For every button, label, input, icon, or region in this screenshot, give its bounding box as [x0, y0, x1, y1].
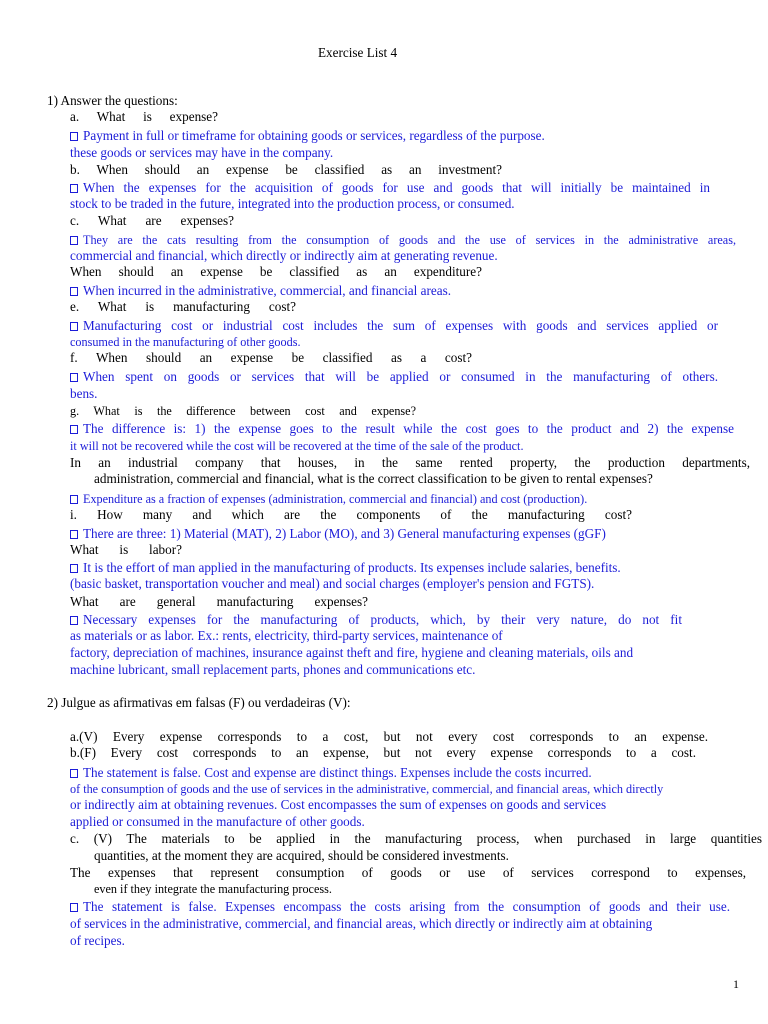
- checkbox-icon: [70, 769, 78, 778]
- question-line-27: [70, 542, 182, 558]
- line-text: e. What is manufacturing cost?: [70, 299, 296, 314]
- line-text: The difference is: 1) the expense goes to the result while the cost goes to the product and 2) the expense: [83, 421, 734, 436]
- checkbox-icon: [70, 132, 78, 141]
- answer-line-31: [70, 612, 682, 628]
- question-line-16: [70, 350, 472, 366]
- answer-line-17: [70, 369, 718, 385]
- answer-line-46: [70, 899, 730, 915]
- checkbox-icon: [70, 903, 78, 912]
- question-line-0: [318, 45, 397, 61]
- line-text: 1) Answer the questions:: [47, 93, 178, 108]
- line-text: They are the cats resulting from the consumption of goods and the use of services in the administrative areas,: [83, 233, 736, 247]
- line-text: factory, depreciation of machines, insurance against theft and fire, hygiene and cleaning materials, oils and: [70, 645, 634, 660]
- question-line-13: [70, 299, 296, 315]
- answer-line-28: [70, 560, 621, 576]
- answer-line-33: [70, 645, 633, 661]
- question-line-5: [70, 162, 502, 178]
- question-line-35: [47, 695, 351, 711]
- line-text: stock to be traded in the future, integrated into the production process, or consumed.: [70, 196, 515, 211]
- answer-line-32: [70, 628, 503, 644]
- line-text: The statement is false. Expenses encompass the costs arising from the consumption of goods and their use.: [83, 899, 730, 914]
- line-text: (basic basket, transportation voucher and meal) and social charges (employer's pension and FGTS).: [70, 576, 595, 591]
- line-text: What are general manufacturing expenses?: [70, 594, 368, 609]
- line-text: Exercise List 4: [318, 45, 398, 60]
- line-text: c. What are expenses?: [70, 213, 234, 228]
- question-line-36: [70, 729, 708, 745]
- question-line-25: [70, 507, 632, 523]
- checkbox-icon: [70, 425, 78, 434]
- checkbox-icon: [70, 564, 78, 573]
- line-text: even if they integrate the manufacturing process.: [94, 882, 332, 896]
- line-text: When the expenses for the acquisition of goods for use and goods that will initially be maintained in: [83, 180, 710, 195]
- question-line-42: [70, 831, 762, 847]
- question-line-22: [70, 455, 750, 471]
- answer-line-7: [70, 196, 515, 212]
- line-text: f. When should an expense be classified as a cost?: [70, 350, 472, 365]
- line-text: It is the effort of man applied in the manufacturing of products. Its expenses include salaries, benefits.: [83, 560, 621, 575]
- page-number: 1: [733, 977, 739, 991]
- question-line-23: [94, 471, 653, 487]
- line-text: g. What is the difference between cost and expense?: [70, 404, 416, 418]
- line-text: b.(F) Every cost corresponds to an expense, but not every expense corresponds to a cost.: [70, 745, 696, 760]
- answer-line-26: [70, 526, 606, 542]
- line-text: The statement is false. Cost and expense are distinct things. Expenses include the costs incurred.: [83, 765, 592, 780]
- checkbox-icon: [70, 530, 78, 539]
- line-text: of recipes.: [70, 933, 125, 948]
- line-text: these goods or services may have in the company.: [70, 145, 334, 160]
- question-line-11: [70, 264, 482, 280]
- line-text: applied or consumed in the manufacture of other goods.: [70, 814, 365, 829]
- checkbox-icon: [70, 373, 78, 382]
- question-line-2: [70, 109, 218, 125]
- question-line-8: [70, 213, 234, 229]
- line-text: When spent on goods or services that will be applied or consumed in the manufacturing of others.: [83, 369, 718, 384]
- answer-line-21: [70, 438, 524, 454]
- answer-line-41: [70, 814, 365, 830]
- line-text: as materials or as labor. Ex.: rents, electricity, third-party services, maintenance of: [70, 628, 503, 643]
- question-line-43: [94, 848, 509, 864]
- line-text: i. How many and which are the components of the manufacturing cost?: [70, 507, 632, 522]
- question-line-45: [94, 881, 332, 897]
- question-line-37: [70, 745, 696, 761]
- answer-line-24: [70, 491, 587, 507]
- answer-line-4: [70, 145, 333, 161]
- answer-line-12: [70, 283, 451, 299]
- answer-line-9: [70, 232, 736, 248]
- line-text: a. What is expense?: [70, 109, 218, 124]
- line-text: it will not be recovered while the cost will be recovered at the time of the sale of the product.: [70, 439, 524, 453]
- line-text: c. (V) The materials to be applied in the manufacturing process, when purchased in large quantities: [70, 831, 762, 846]
- line-text: or indirectly aim at obtaining revenues. Cost encompasses the sum of expenses on goods and services: [70, 797, 607, 812]
- line-text: When incurred in the administrative, commercial, and financial areas.: [83, 283, 451, 298]
- answer-line-47: [70, 916, 652, 932]
- answer-line-39: [70, 781, 663, 797]
- line-text: consumed in the manufacturing of other goods.: [70, 335, 301, 349]
- checkbox-icon: [70, 236, 78, 245]
- line-text: a.(V) Every expense corresponds to a cost, but not every cost corresponds to an expense.: [70, 729, 708, 744]
- line-text: In an industrial company that houses, in the same rented property, the production departments,: [70, 455, 750, 470]
- line-text: machine lubricant, small replacement parts, phones and communications etc.: [70, 662, 476, 677]
- answer-line-29: [70, 576, 594, 592]
- line-text: Manufacturing cost or industrial cost includes the sum of expenses with goods and services applied or: [83, 318, 718, 333]
- line-text: 2) Julgue as afirmativas em falsas (F) ou verdadeiras (V):: [47, 695, 351, 710]
- question-line-19: [70, 403, 416, 419]
- checkbox-icon: [70, 287, 78, 296]
- answer-line-20: [70, 421, 734, 437]
- line-text: of the consumption of goods and the use of services in the administrative, commercial, and financial areas, which directly: [70, 782, 664, 796]
- answer-line-48: [70, 933, 125, 949]
- line-text: The expenses that represent consumption of goods or use of services correspond to expenses,: [70, 865, 746, 880]
- question-line-1: [47, 93, 178, 109]
- question-line-30: [70, 594, 368, 610]
- line-text: Necessary expenses for the manufacturing of products, which, by their very nature, do not fit: [83, 612, 682, 627]
- answer-line-38: [70, 765, 592, 781]
- answer-line-3: [70, 128, 545, 144]
- line-text: quantities, at the moment they are acquired, should be considered investments.: [94, 848, 509, 863]
- answer-line-6: [70, 180, 710, 196]
- checkbox-icon: [70, 322, 78, 331]
- line-text: commercial and financial, which directly or indirectly aim at generating revenue.: [70, 248, 498, 263]
- answer-line-18: [70, 386, 97, 402]
- answer-line-14: [70, 318, 718, 334]
- line-text: What is labor?: [70, 542, 182, 557]
- line-text: Expenditure as a fraction of expenses (administration, commercial and financial) and cost (production).: [83, 492, 588, 506]
- line-text: of services in the administrative, commercial, and financial areas, which directly or indirectly aim at obtaining: [70, 916, 653, 931]
- question-line-44: [70, 865, 746, 881]
- checkbox-icon: [70, 184, 78, 193]
- line-text: administration, commercial and financial, what is the correct classification to be given to rental expenses?: [94, 471, 653, 486]
- line-text: When should an expense be classified as an expenditure?: [70, 264, 482, 279]
- answer-line-40: [70, 797, 606, 813]
- answer-line-34: [70, 662, 475, 678]
- line-text: bens.: [70, 386, 98, 401]
- line-text: There are three: 1) Material (MAT), 2) Labor (MO), and 3) General manufacturing expenses (gGF): [83, 526, 606, 541]
- answer-line-10: [70, 248, 498, 264]
- answer-line-15: [70, 334, 301, 350]
- checkbox-icon: [70, 495, 78, 504]
- line-text: Payment in full or timeframe for obtaining goods or services, regardless of the purpose.: [83, 128, 545, 143]
- checkbox-icon: [70, 616, 78, 625]
- line-text: b. When should an expense be classified as an investment?: [70, 162, 502, 177]
